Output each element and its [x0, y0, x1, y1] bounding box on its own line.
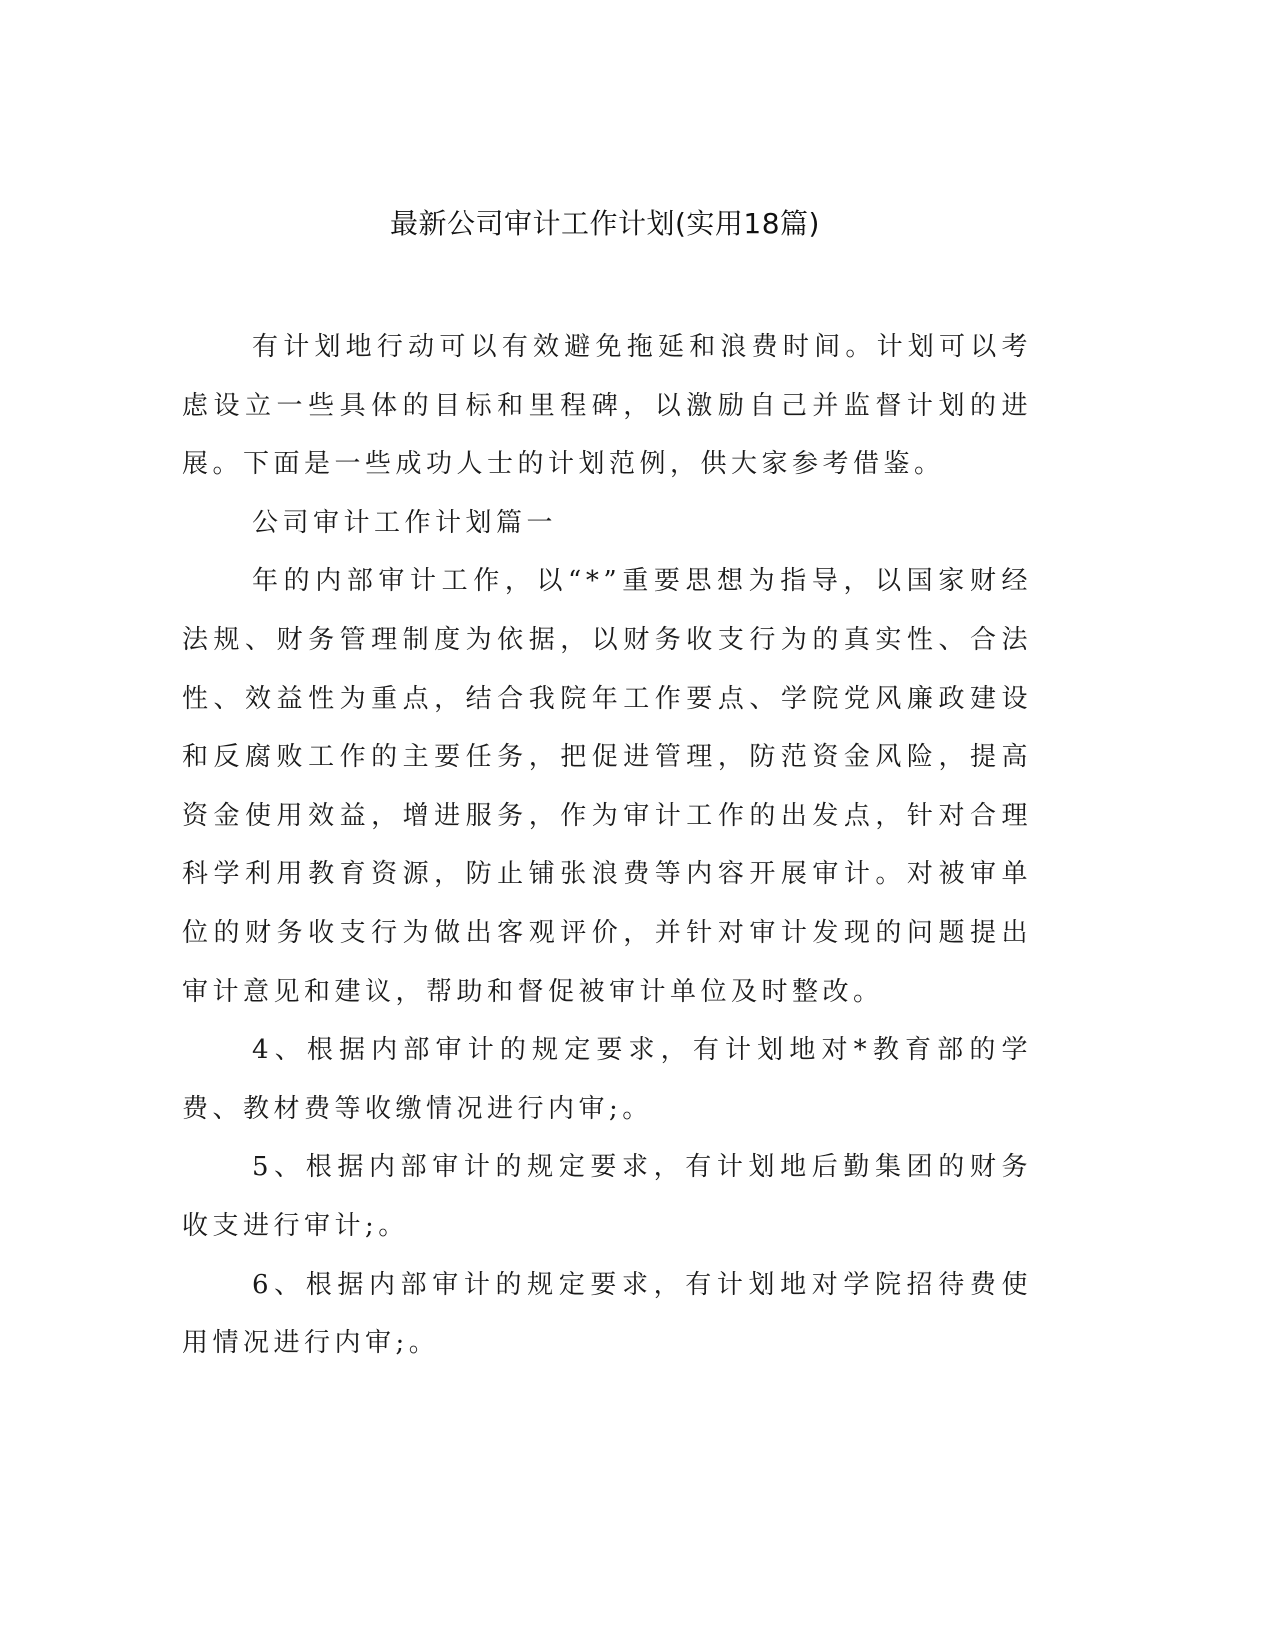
body-paragraph: 年的内部审计工作，以“*”重要思想为指导，以国家财经法规、财务管理制度为依据，以财务收支行为的真实性、合法性、效益性为重点，结合我院年工作要点、学院党风廉政建设和反腐败工作的主要任务，把促进管理，防范资金风险，提高资金使用效益，增进服务，作为审计工作的出发点，针对合理科学利用教育资源，防止铺张浪费等内容开展审计。对被审单位的财务收支行为做出客观评价，并针对审计发现的问题提出审计意见和建议，帮助和督促被审计单位及时整改。 — [182, 566, 1032, 1007]
list-item-4: 4、根据内部审计的规定要求，有计划地对*教育部的学费、教材费等收缴情况进行内审;。 — [182, 1035, 1032, 1124]
section-heading: 公司审计工作计划篇一 — [252, 507, 558, 538]
list-item-6: 6、根据内部审计的规定要求，有计划地对学院招待费使用情况进行内审;。 — [182, 1269, 1032, 1359]
intro-paragraph: 有计划地行动可以有效避免拖延和浪费时间。计划可以考虑设立一些具体的目标和里程碑，以激励自己并监督计划的进展。下面是一些成功人士的计划范例，供大家参考借鉴。 — [182, 332, 1032, 480]
document-title: 最新公司审计工作计划(实用18篇) — [390, 207, 820, 240]
document-body — [182, 318, 1032, 1373]
list-item-5: 5、根据内部审计的规定要求，有计划地后勤集团的财务收支进行审计;。 — [182, 1152, 1032, 1241]
